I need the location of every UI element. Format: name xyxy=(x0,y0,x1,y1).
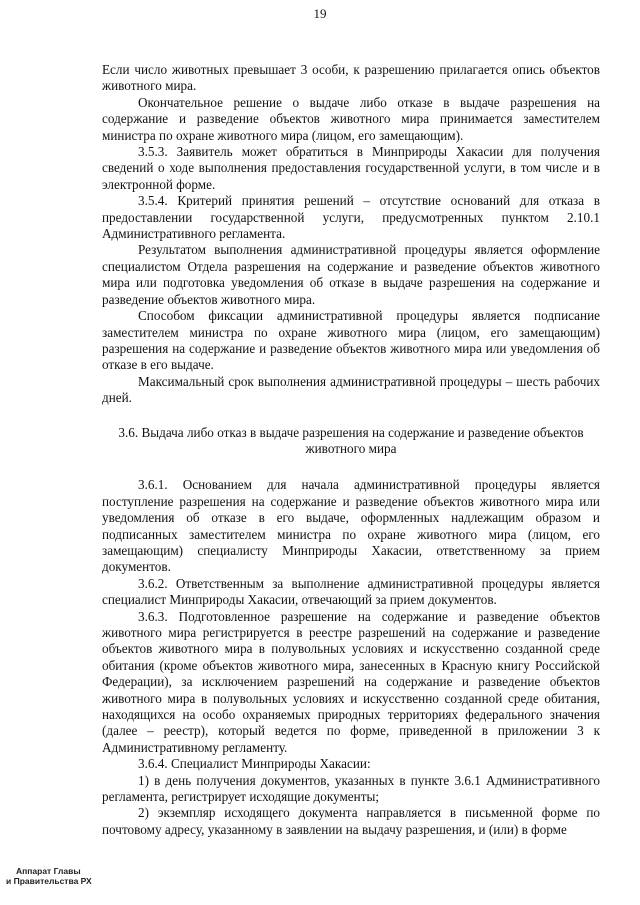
section-heading: 3.6. Выдача либо отказ в выдаче разрешения на содержание и разведение объектов животного мира xyxy=(118,424,584,456)
paragraph: Если число животных превышает 3 особи, к разрешению прилагается опись объектов животного мира. xyxy=(102,62,600,94)
paragraph: 3.5.4. Критерий принятия решений – отсутствие оснований для отказа в предоставлении государственной услуги, предусмотренных пунктом 2.10.1 Административного регламента. xyxy=(102,193,600,242)
page-number: 19 xyxy=(313,6,327,21)
paragraph: Способом фиксации административной процедуры является подписание заместителем министра по охране животного мира (лицом, его замещающим) разрешения на содержание и разведение объектов животного мира или уведомления об отказе в его выдаче. xyxy=(102,308,600,373)
paragraph: 3.6.1. Основанием для начала административной процедуры является поступление разрешения на содержание и разведение объектов животного мира или уведомления об отказе в его выдаче, оформленных надлежащим образом и подписанных заместителем министра по охране животного мира (лицом, его замещающим) специалисту Минприроды Хакасии, ответственному за прием документов. xyxy=(102,477,600,575)
stamp-line: и Правительства РХ xyxy=(6,876,92,886)
paragraph: 3.6.2. Ответственным за выполнение административной процедуры является специалист Минприроды Хакасии, отвечающий за прием документов. xyxy=(102,575,600,608)
paragraph: Максимальный срок выполнения административной процедуры – шесть рабочих дней. xyxy=(102,373,600,406)
paragraph: Окончательное решение о выдаче либо отказе в выдаче разрешения на содержание и разведение объектов животного мира принимается заместителем министра по охране животного мира (лицом, его замещающим). xyxy=(102,94,600,143)
paragraph: 3.6.4. Специалист Минприроды Хакасии: xyxy=(138,756,371,772)
paragraph: 1) в день получения документов, указанных в пункте 3.6.1 Административного регламента, регистрирует исходящие документы; xyxy=(102,772,600,805)
stamp-line: Аппарат Главы xyxy=(16,866,81,876)
paragraph: 3.6.3. Подготовленное разрешение на содержание и разведение объектов животного мира регистрируется в реестре разрешений на содержание и разведение объектов животного мира в полувольных условиях и искусственно созданной среде обитания (кроме объектов животного мира, занесенных в Красную книгу Российской Федерации), за исключением разрешений на содержание и разведение объектов животного мира в полувольных условиях и искусственно созданной среде обитания, находящихся на особо охраняемых природных территориях федерального значения (далее – реестр), который ведется по форме, приведенной в приложении 3 к Административному регламенту. xyxy=(102,608,600,755)
document-body xyxy=(102,62,600,838)
paragraph: 3.5.3. Заявитель может обратиться в Минприроды Хакасии для получения сведений о ходе выполнения предоставления государственной услуги, в том числе и в электронной форме. xyxy=(102,144,600,192)
paragraph: Результатом выполнения административной процедуры является оформление специалистом Отдела разрешения на содержание и разведение объектов животного мира или подготовка уведомления об отказе в выдаче разрешения на содержание и разведение объектов животного мира. xyxy=(102,242,600,307)
paragraph: 2) экземпляр исходящего документа направляется в письменной форме по почтовому адресу, указанному в заявлении на выдачу разрешения, и (или) в форме xyxy=(102,805,600,837)
office-stamp xyxy=(6,866,92,886)
